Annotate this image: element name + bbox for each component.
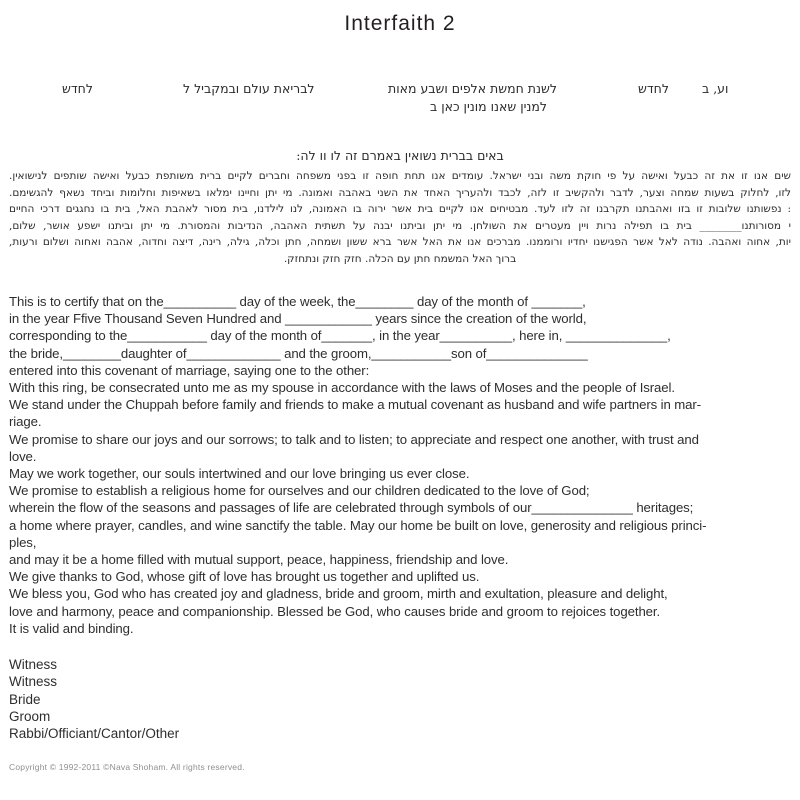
english-text-block (9, 293, 791, 637)
english-line: in the year Ffive Thousand Seven Hundred and ____________ years since the creation of the world, (9, 311, 587, 327)
hebrew-intro-line: באים בברית נשואין באמרם זה לו וו לה: (296, 148, 504, 163)
english-line: a home where prayer, candles, and wine sanctify the table. May our home be built on love, generosity and religious princi- (9, 517, 707, 533)
english-line: With this ring, be consecrated unto me as my spouse in accordance with the laws of Moses and the people of Israel. (9, 380, 675, 396)
hebrew-date-segment-year: לשנת חמשת אלפים ושבע מאות (388, 81, 557, 96)
english-line: love. (9, 448, 37, 464)
english-line: riage. (9, 414, 42, 430)
signature-label-witness-1: Witness (9, 657, 58, 672)
signature-label-witness-2: Witness (9, 674, 58, 690)
signature-label-officiant: Rabbi/Officiant/Cantor/Other (9, 726, 180, 742)
hebrew-paragraph (9, 168, 791, 267)
signature-block (9, 656, 179, 742)
english-line: the bride,________daughter of_____________ and the groom,___________son of______________ (9, 345, 588, 361)
english-line: entered into this covenant of marriage, saying one to the other: (9, 362, 370, 378)
english-line: We promise to establish a religious home for ourselves and our children dedicated to the love of God; (9, 483, 590, 499)
english-line: We stand under the Chuppah before family and friends to make a mutual covenant as husband and wife partners in mar- (9, 397, 701, 413)
hebrew-date-line (0, 81, 800, 97)
hebrew-date-segment-secular-month: לחדש (62, 81, 93, 96)
copyright-notice: Copyright © 1992-2011 ©Nava Shoham. All rights reserved. (9, 762, 245, 772)
hebrew-paragraph-line: י מסורותנו________ בית בו תפילה נרות ויין מעטרים את השולחן. מי יתן וביתנו יבנה על תשתית האהבה, הנדיבות והמסורת. מי יתן וביתנו ישפע אושר, שלום, (9, 219, 791, 232)
hebrew-paragraph-line: : נפשותנו שלובות זו בזו ואהבתנו תקרבנו זה לזו לעד. מבטיחים אנו לקיים בית אשר ירוה בו האמונה, לנו לילדנו, בית מסור לאהבת האל, בית בו נחגגים דרכי החיים (9, 203, 791, 215)
english-line: love and harmony, peace and companionship. Blessed be God, who causes bride and groom to rejoices together. (9, 603, 661, 619)
english-line: ples, (9, 534, 37, 550)
signature-label-groom: Groom (9, 708, 51, 724)
hebrew-date-segment-week: וע, ב (702, 81, 729, 96)
english-line: and may it be a home filled with mutual support, peace, happiness, friendship and love. (9, 552, 509, 568)
hebrew-paragraph-line: לזו, לחלוק בשעות שמחה וצער, לדבר ולהקשיב זו לזה, לכבד ולהעריך האחד את השני באהבה ואמונה. מי יתן וחיינו ימלאו בשאיפות וחלומות וביחד נשאף להגשימם. (9, 186, 791, 199)
english-line: We promise to share our joys and our sorrows; to talk and to listen; to appreciate and respect one another, with trust and (9, 431, 699, 447)
page-title: Interfaith 2 (344, 12, 456, 35)
english-line: wherein the flow of the seasons and passages of life are celebrated through symbols of our______________ heritages; (9, 500, 694, 516)
hebrew-date-segment-month: לחדש (638, 81, 669, 96)
hebrew-paragraph-line: יות, אחוה ואהבה. נודה לאל אשר הפגישנו יחדיו ורוממנו. מברכים אנו את האל אשר ברא ששון ושמחה, חתן וכלה, גילה, רינה, דיצה וחדוה, אהבה ואחוה ושלום ורעות, (9, 236, 791, 248)
hebrew-closing-line: ברוך האל המשמח חתן עם הכלה. חזק חזק ונתחזק. (283, 252, 517, 265)
hebrew-date-line-2: למנין שאנו מונין כאן ב (430, 99, 548, 114)
english-line: We give thanks to God, whose gift of love has brought us together and uplifted us. (9, 569, 480, 585)
english-line: We bless you, God who has created joy and gladness, bride and groom, mirth and exultation, pleasure and delight, (9, 586, 668, 602)
signature-label-bride: Bride (9, 691, 41, 707)
english-line: It is valid and binding. (9, 620, 134, 636)
english-line: This is to certify that on the__________ day of the week, the________ day of the month of _______, (9, 294, 586, 309)
english-line: corresponding to the___________ day of the month of_______, in the year__________, here in, ______________, (9, 328, 671, 344)
english-line: May we work together, our souls intertwined and our love bringing us ever close. (9, 466, 470, 482)
hebrew-date-segment-creation: לבריאת עולם ובמקביל ל (183, 81, 315, 96)
hebrew-paragraph-line: שים אנו זו את זה כבעל ואישה על פי חוקת משה ובני ישראל. עומדים אנו תחת חופה זו בפני משפחה וחברים לקיים ברית משותפת כבעל ואישה שותפים לנישואין. (9, 170, 791, 182)
